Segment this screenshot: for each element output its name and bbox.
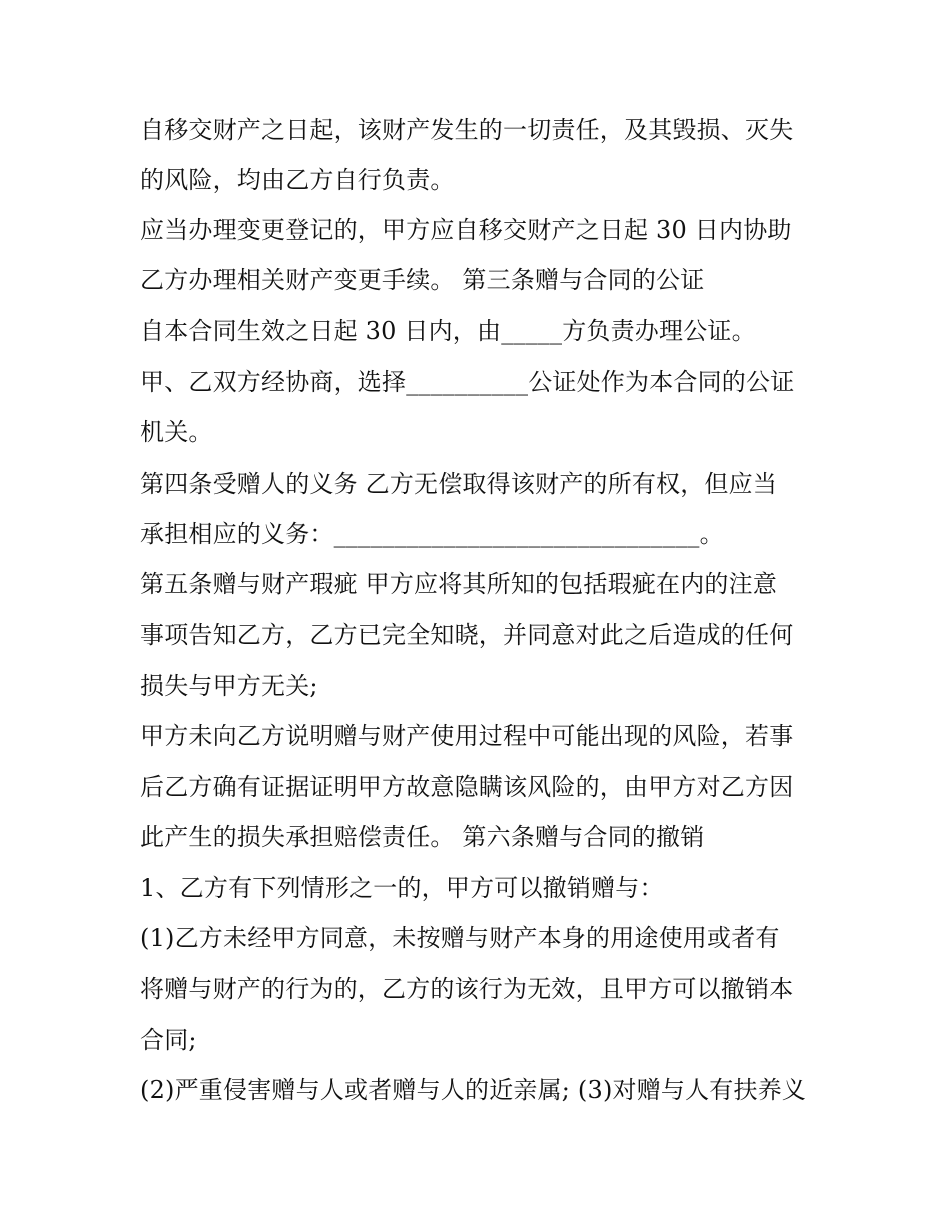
text-line: 机关。 <box>140 418 213 446</box>
text-line: 甲、乙双方经协商，选择__________公证处作为本合同的公证 <box>140 368 795 396</box>
text-line: 自本合同生效之日起 30 日内，由_____方负责办理公证。 <box>140 317 756 345</box>
text-line: 损失与甲方无关; <box>140 672 318 700</box>
text-line: 乙方办理相关财产变更手续。 第三条赠与合同的公证 <box>140 266 705 294</box>
text-line: 此产生的损失承担赔偿责任。 第六条赠与合同的撤销 <box>140 823 705 851</box>
text-line: (1)乙方未经甲方同意，未按赠与财产本身的用途使用或者有 <box>140 924 780 952</box>
text-line: 自移交财产之日起，该财产发生的一切责任，及其毁损、灭失 <box>140 116 794 144</box>
text-line: 1、乙方有下列情形之一的，甲方可以撤销赠与： <box>140 874 664 902</box>
text-line: 后乙方确有证据证明甲方故意隐瞒该风险的，由甲方对乙方因 <box>140 773 794 801</box>
text-line: 将赠与财产的行为的，乙方的该行为无效，且甲方可以撤销本 <box>140 975 794 1003</box>
text-line: 合同; <box>140 1026 197 1054</box>
text-line: (2)严重侵害赠与人或者赠与人的近亲属; (3)对赠与人有扶养义 <box>140 1076 807 1104</box>
text-line: 第四条受赠人的义务 乙方无偿取得该财产的所有权，但应当 <box>140 470 778 498</box>
text-line: 承担相应的义务：______________________________。 <box>140 520 724 548</box>
text-line: 的风险，均由乙方自行负责。 <box>140 166 455 194</box>
text-line: 甲方未向乙方说明赠与财产使用过程中可能出现的风险，若事 <box>140 722 794 750</box>
text-line: 应当办理变更登记的，甲方应自移交财产之日起 30 日内协助 <box>140 216 792 244</box>
text-line: 事项告知乙方，乙方已完全知晓，并同意对此之后造成的任何 <box>140 621 794 649</box>
text-line: 第五条赠与财产瑕疵 甲方应将其所知的包括瑕疵在内的注意 <box>140 570 778 598</box>
